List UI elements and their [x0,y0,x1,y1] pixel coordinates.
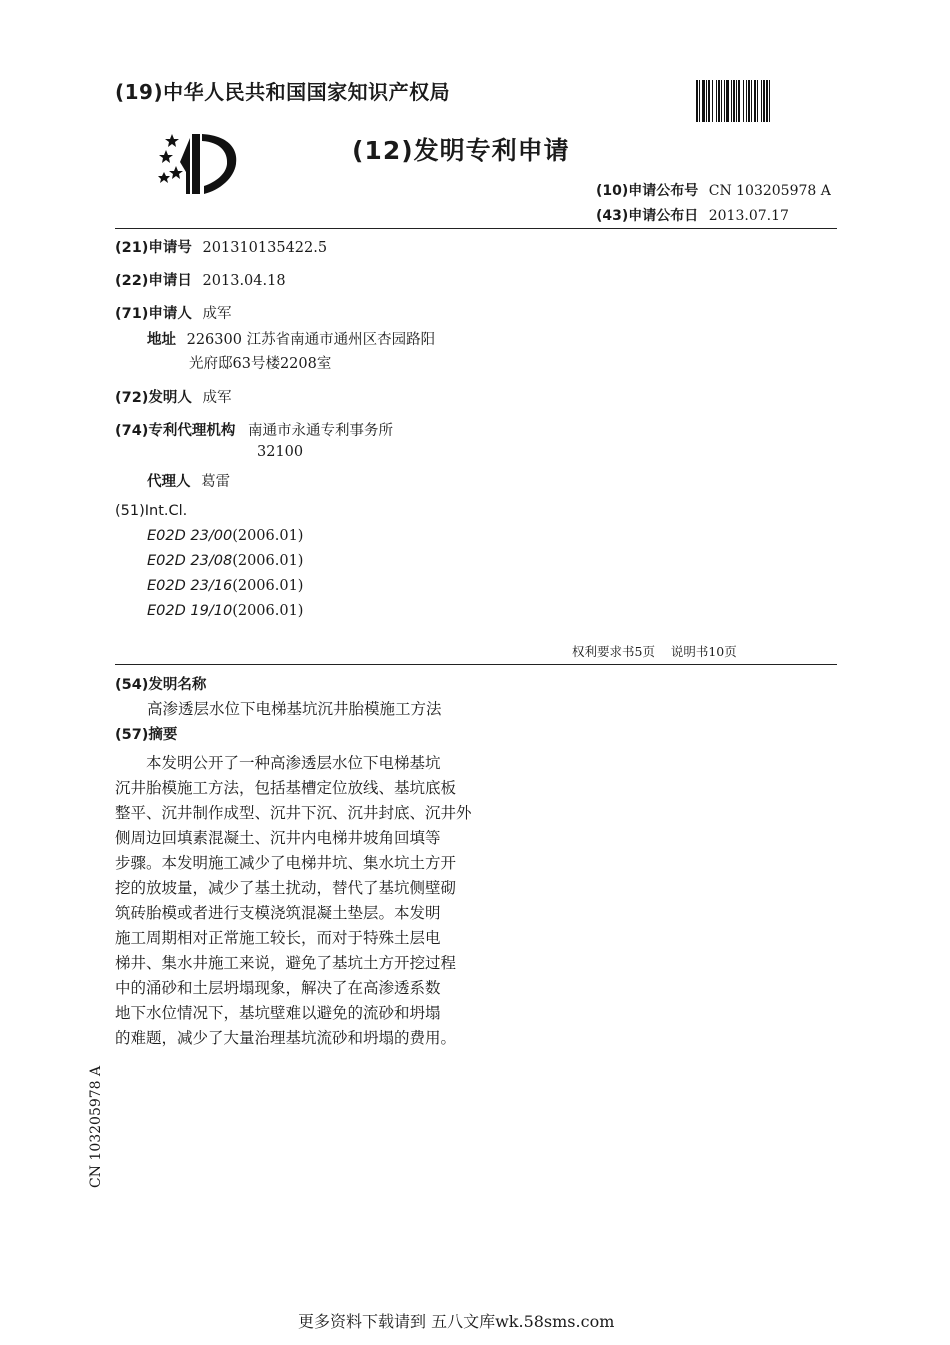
footer-download-link[interactable]: 更多资料下载请到 五八文库wk.58sms.com [298,1312,615,1331]
agency-code: 32100 [257,444,304,460]
ipc-entry: E02D 19/10(2006.01) [147,603,304,619]
app-no-value: 201310135422.5 [202,240,328,256]
inventor-value: 成军 [202,390,232,406]
ipc-entry: E02D 23/00(2006.01) [147,528,304,544]
address-line1: 226300 江苏省南通市通州区杏园路阳 [186,332,436,348]
abstract-line: 施工周期相对正常施工较长，而对于特殊土层电 [115,929,441,947]
ipc-label: (51)Int.Cl. [115,503,188,519]
abstract-line: 侧周边回填素混凝土、沉井内电梯井坡角回填等 [115,829,441,847]
applicant-label: (71)申请人 [115,306,192,322]
inventor-label: (72)发明人 [115,390,192,406]
ipc-entry: E02D 23/08(2006.01) [147,553,304,569]
pub-date-label: (43)申请公布日 [596,208,699,224]
abstract-line: 的难题，减少了大量治理基坑流砂和坍塌的费用。 [115,1029,457,1047]
agent-label: 代理人 [147,474,191,490]
cnipa-logo-icon [158,132,240,196]
address-line2: 光府邸63号楼2208室 [189,356,332,372]
pub-no-value: CN 103205978 A [708,183,831,199]
ipc-entry: E02D 23/16(2006.01) [147,578,304,594]
agency-value: 南通市永通专利事务所 [248,423,394,439]
pub-date-value: 2013.07.17 [708,208,789,224]
header-divider [115,228,837,229]
abstract-line: 本发明公开了一种高渗透层水位下电梯基坑 [115,754,441,772]
app-date-label: (22)申请日 [115,273,192,289]
abstract-line: 筑砖胎模或者进行支模浇筑混凝土垫层。本发明 [115,904,441,922]
abstract-line: 挖的放坡量，减少了基土扰动，替代了基坑侧壁砌 [115,879,457,897]
app-no-label: (21)申请号 [115,240,192,256]
section-divider [115,664,837,665]
app-date-value: 2013.04.18 [202,273,286,289]
document-type: (12)发明专利申请 [352,136,570,165]
pub-no-label: (10)申请公布号 [596,183,699,199]
abstract-line: 步骤。本发明施工减少了电梯井坑、集水坑土方开 [115,854,457,872]
abstract-line: 梯井、集水井施工来说，避免了基坑土方开挖过程 [115,954,457,972]
applicant-value: 成军 [202,306,232,322]
pages-info: 权利要求书5页 说明书10页 [572,644,737,659]
title-label: (54)发明名称 [115,677,207,693]
agency-label: (74)专利代理机构 [115,423,236,439]
abstract-line: 沉井胎模施工方法，包括基槽定位放线、基坑底板 [115,779,457,797]
side-publication-number: CN 103205978 A [88,1065,104,1188]
barcode-icon [696,80,836,122]
invention-title: 高渗透层水位下电梯基坑沉井胎模施工方法 [147,700,442,718]
abstract-line: 中的涌砂和土层坍塌现象，解决了在高渗透系数 [115,979,441,997]
office-title: (19)中华人民共和国国家知识产权局 [115,80,451,104]
abstract-label: (57)摘要 [115,727,178,743]
agent-value: 葛雷 [201,474,231,490]
abstract-line: 整平、沉井制作成型、沉井下沉、沉井封底、沉井外 [115,804,472,822]
address-label: 地址 [147,332,176,348]
abstract-line: 地下水位情况下，基坑壁难以避免的流砂和坍塌 [115,1004,441,1022]
